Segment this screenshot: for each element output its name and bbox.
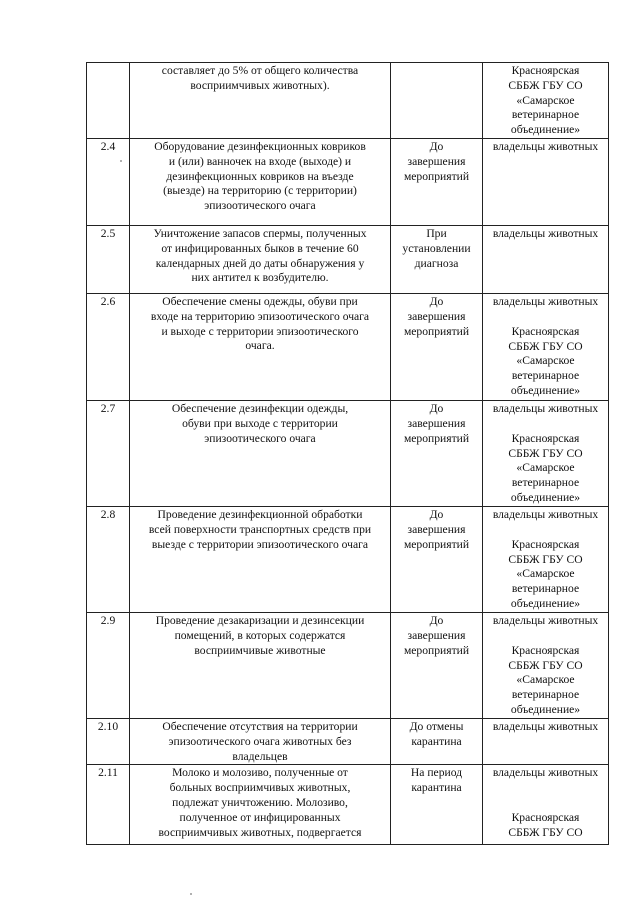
responsible-owner-line: владельцы животных [492, 766, 599, 780]
scan-speck [190, 893, 192, 895]
measures-table-body [87, 63, 609, 845]
action-text-line: и (или) ванночек на входе (выходе) и [168, 154, 352, 168]
row-number-cell [87, 613, 130, 719]
term-text-line: мероприятий [403, 643, 470, 657]
responsible-org-line: Красноярская [511, 431, 580, 445]
responsible-owner-line: владельцы животных [492, 227, 599, 240]
term-cell [391, 294, 483, 401]
row-number-cell [87, 294, 130, 401]
action-text-line: восприимчивых животных, подвергается [158, 825, 362, 839]
term-text-line: мероприятий [403, 537, 470, 551]
responsible-org-line: «Самарское [516, 93, 575, 107]
term-cell [391, 765, 483, 845]
action-text-line: обуви при выходе с территории [182, 416, 338, 430]
table-row [87, 139, 609, 226]
action-cell [130, 226, 391, 294]
spacer [486, 796, 605, 811]
responsible-org-line: Красноярская [511, 537, 580, 551]
responsible-org-line: СББЖ ГБУ СО [508, 339, 583, 353]
term-text-line: На период [410, 766, 463, 780]
responsible-org-line: объединение» [510, 702, 581, 716]
action-cell [130, 63, 391, 139]
action-cell [130, 719, 391, 765]
term-text-line: завершения [407, 309, 466, 323]
responsible-org-line: объединение» [510, 596, 581, 610]
responsible-owner-line: владельцы животных [492, 508, 599, 521]
measures-table [86, 62, 609, 845]
action-text-line: больных восприимчивых животных, [169, 781, 351, 795]
spacer [486, 523, 605, 538]
table-row [87, 507, 609, 613]
responsible-owner-line: владельцы животных [492, 295, 599, 308]
term-text-line: До [429, 295, 444, 308]
responsible-org-line: ветеринарное [511, 369, 580, 383]
action-text-line: дезинфекционных ковриков на въезде [166, 169, 354, 183]
term-text-line: завершения [407, 522, 466, 536]
table-row [87, 401, 609, 507]
table-row [87, 294, 609, 401]
action-text-line: (выезде) на территорию (с территории) [163, 184, 357, 198]
row-number: 2.10 [97, 720, 119, 733]
table-row [87, 765, 609, 845]
responsible-org-line: СББЖ ГБУ СО [508, 78, 583, 92]
term-text-line: До [429, 508, 444, 521]
term-cell [391, 507, 483, 613]
term-cell [391, 63, 483, 139]
action-text-line: выезде с территории эпизоотического очага [151, 537, 369, 551]
action-text-line: Обеспечение смены одежды, обуви при [162, 295, 358, 308]
responsible-cell [483, 507, 609, 613]
action-text-line: Уничтожение запасов спермы, полученных [153, 227, 367, 240]
action-text-line: Молоко и молозиво, полученные от [172, 766, 348, 780]
row-number-cell [87, 139, 130, 226]
row-number: 2.4 [100, 140, 116, 153]
term-text-line: До [429, 402, 444, 415]
term-text-line: карантина [411, 734, 462, 748]
table-row [87, 613, 609, 719]
responsible-owner-line: владельцы животных [492, 614, 599, 627]
spacer [486, 629, 605, 644]
action-text-line: подлежат уничтожению. Молозиво, [172, 795, 348, 809]
term-cell [391, 226, 483, 294]
row-number-cell [87, 401, 130, 507]
responsible-cell [483, 294, 609, 401]
action-text-line: всей поверхности транспортных средств при [148, 522, 372, 536]
responsible-org-line: ветеринарное [511, 688, 580, 702]
action-text-line: и выходе с территории эпизоотического [161, 324, 359, 338]
row-number-cell [87, 719, 130, 765]
action-text-line: эпизоотического очага [204, 431, 316, 445]
action-text-line: восприимчивые животные [194, 643, 326, 657]
table-row [87, 63, 609, 139]
responsible-cell [483, 226, 609, 294]
responsible-org-line: объединение» [510, 490, 581, 504]
row-number-cell [87, 765, 130, 845]
responsible-cell [483, 765, 609, 845]
term-text-line: установлении [402, 241, 471, 255]
action-text-line: Проведение дезакаризации и дезинсекции [155, 614, 365, 627]
action-cell [130, 401, 391, 507]
term-text-line: До отмены [409, 720, 464, 733]
action-text-line: полученное от инфицированных [179, 810, 341, 824]
responsible-org-line: объединение» [510, 383, 581, 397]
term-text-line: завершения [407, 416, 466, 430]
action-text-line: календарных дней до даты обнаружения у [155, 256, 365, 270]
row-number-cell [87, 507, 130, 613]
action-text-line: восприимчивых животных). [190, 78, 330, 92]
table-row [87, 719, 609, 765]
responsible-org-line: «Самарское [516, 354, 575, 368]
term-text-line: диагноза [414, 256, 459, 270]
responsible-org-line: СББЖ ГБУ СО [508, 552, 583, 566]
action-text-line: составляет до 5% от общего количества [161, 64, 359, 77]
spacer [486, 310, 605, 325]
row-number: 2.8 [100, 508, 116, 521]
table-row [87, 226, 609, 294]
term-text-line: карантина [411, 781, 462, 795]
term-text-line: До [429, 614, 444, 627]
term-cell [391, 401, 483, 507]
action-text-line: эпизоотического очага животных без [168, 734, 352, 748]
responsible-org-line: ветеринарное [511, 476, 580, 490]
action-text-line: Обеспечение дезинфекции одежды, [171, 402, 349, 415]
responsible-org-line: Красноярская [511, 64, 580, 77]
row-number: 2.9 [100, 614, 116, 627]
action-text-line: Проведение дезинфекционной обработки [157, 508, 363, 521]
action-cell [130, 507, 391, 613]
responsible-org-line: СББЖ ГБУ СО [508, 658, 583, 672]
term-text-line: мероприятий [403, 324, 470, 338]
responsible-org-line: «Самарское [516, 461, 575, 475]
spacer [486, 417, 605, 432]
action-cell [130, 294, 391, 401]
responsible-cell [483, 63, 609, 139]
term-text-line: завершения [407, 154, 466, 168]
term-text-line: До [429, 140, 444, 153]
responsible-org-line: ветеринарное [511, 582, 580, 596]
responsible-cell [483, 719, 609, 765]
responsible-org-line: Красноярская [511, 324, 580, 338]
responsible-org-line: «Самарское [516, 567, 575, 581]
row-number-cell [87, 226, 130, 294]
spacer [486, 781, 605, 796]
responsible-owner-line: владельцы животных [492, 720, 599, 733]
action-text-line: очага. [245, 339, 275, 353]
responsible-org-line: СББЖ ГБУ СО [508, 825, 583, 839]
responsible-org-line: объединение» [510, 123, 581, 137]
row-number: 2.11 [98, 766, 118, 780]
action-text-line: них антител к возбудителю. [191, 271, 329, 285]
row-number: 2.6 [100, 295, 116, 308]
action-text-line: от инфицированных быков в течение 60 [161, 241, 359, 255]
responsible-org-line: Красноярская [511, 643, 580, 657]
term-text-line: завершения [407, 628, 466, 642]
action-cell [130, 139, 391, 226]
responsible-cell [483, 613, 609, 719]
action-text-line: помещений, в которых содержатся [174, 628, 346, 642]
row-number: 2.5 [100, 227, 116, 240]
action-text-line: Обеспечение отсутствия на территории [162, 720, 358, 733]
term-text-line: мероприятий [403, 431, 470, 445]
term-cell [391, 139, 483, 226]
action-cell [130, 613, 391, 719]
action-text-line: владельцев [232, 749, 288, 763]
action-text-line: Оборудование дезинфекционных ковриков [154, 140, 366, 153]
term-text-line: При [426, 227, 447, 240]
action-cell [130, 765, 391, 845]
term-cell [391, 719, 483, 765]
row-number: 2.7 [100, 402, 116, 415]
term-cell [391, 613, 483, 719]
term-text-line: мероприятий [403, 169, 470, 183]
action-text-line: входе на территорию эпизоотического очага [150, 309, 370, 323]
responsible-owner-line: владельцы животных [492, 140, 599, 153]
responsible-org-line: Красноярская [511, 811, 580, 825]
responsible-cell [483, 401, 609, 507]
responsible-cell [483, 139, 609, 226]
responsible-owner-line: владельцы животных [492, 402, 599, 415]
responsible-org-line: СББЖ ГБУ СО [508, 446, 583, 460]
row-number-cell [87, 63, 130, 139]
responsible-org-line: «Самарское [516, 673, 575, 687]
responsible-org-line: ветеринарное [511, 108, 580, 122]
action-text-line: эпизоотического очага [204, 199, 316, 213]
